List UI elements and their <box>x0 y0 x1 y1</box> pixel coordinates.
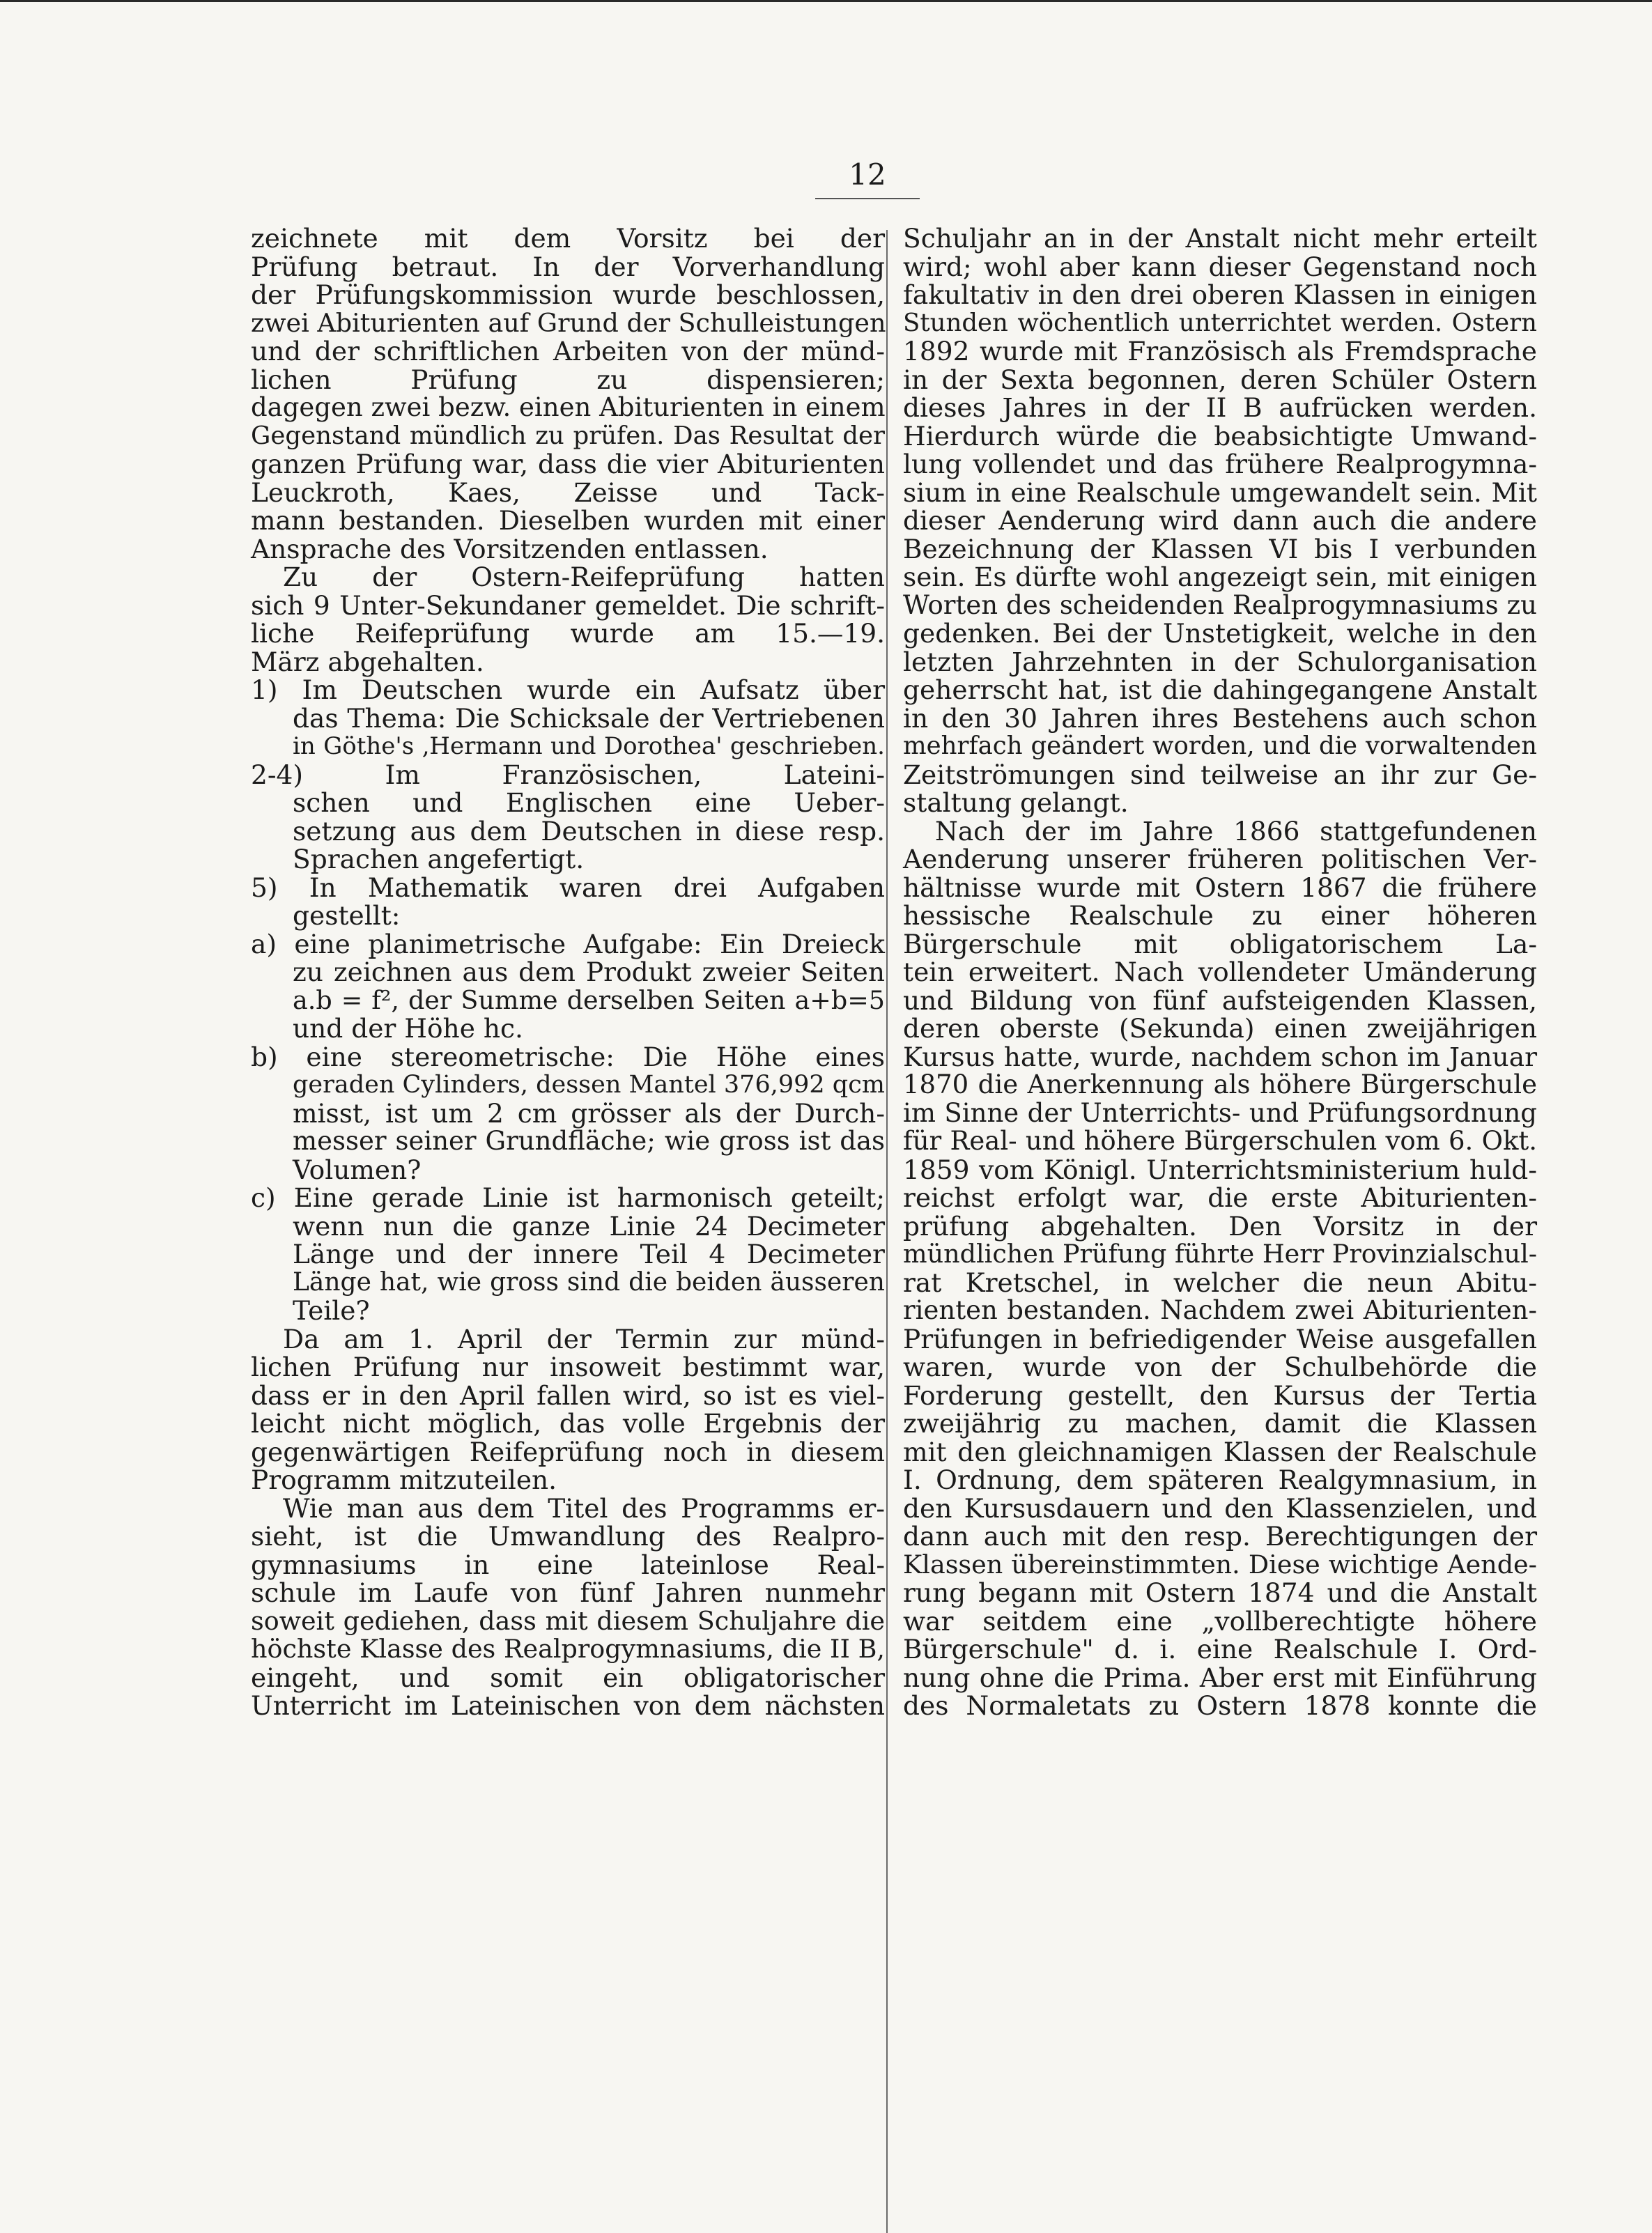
text-line: schen und Englischen eine Ueber- <box>293 787 885 818</box>
left-column <box>251 224 885 1720</box>
text-line: der Prüfungskommission wurde beschlossen, <box>251 279 885 310</box>
text-line: dieser Aenderung wird dann auch die andere <box>903 505 1537 536</box>
text-line: mann bestanden. Dieselben wurden mit einer <box>251 505 885 536</box>
text-line: lichen Prüfung nur insoweit bestimmt war, <box>251 1352 885 1382</box>
text-line: sich 9 Unter-Sekundaner gemeldet. Die schrift- <box>251 589 885 621</box>
text-line: soweit gediehen, dass mit diesem Schuljahre die <box>251 1605 885 1636</box>
text-line: gedenken. Bei der Unstetigkeit, welche in den <box>903 618 1537 649</box>
text-line: März abgehalten. <box>251 646 484 677</box>
page-number-rule <box>815 198 920 199</box>
text-line: zwei Abiturienten auf Grund der Schulleistungen <box>251 307 886 338</box>
text-line: nung ohne die Prima. Aber erst mit Einführung <box>903 1662 1537 1693</box>
text-line: lichen Prüfung zu dispensieren; <box>251 364 885 395</box>
text-line: mehrfach geändert worden, und die vorwaltenden <box>903 732 1537 760</box>
text-line: messer seiner Grundfläche; wie gross ist das <box>293 1126 885 1156</box>
text-line: Programm mitzuteilen. <box>251 1465 557 1495</box>
text-line: ganzen Prüfung war, dass die vier Abiturienten <box>251 449 885 479</box>
text-line: leicht nicht möglich, das volle Ergebnis der <box>251 1408 885 1439</box>
text-line: c) Eine gerade Linie ist harmonisch geteilt; <box>251 1182 885 1213</box>
text-line: setzung aus dem Deutschen in diese resp. <box>293 815 885 847</box>
text-line: Da am 1. April der Termin zur münd- <box>283 1323 885 1354</box>
text-line: Kursus hatte, wurde, nachdem schon im Januar <box>903 1041 1537 1072</box>
text-line: mündlichen Prüfung führte Herr Provinzialschul- <box>903 1239 1538 1269</box>
text-line: fakultativ in den drei oberen Klassen in einigen <box>903 279 1537 310</box>
text-line: war seitdem eine „vollberechtigte höhere <box>903 1605 1537 1637</box>
text-line: den Kursusdauern und den Klassenzielen, und <box>903 1492 1537 1524</box>
text-line: hältnisse wurde mit Ostern 1867 die frühere <box>903 872 1537 903</box>
text-line: rat Kretschel, in welcher die neun Abitu- <box>903 1267 1537 1298</box>
text-line: des Normaletats zu Ostern 1878 konnte die <box>903 1690 1537 1721</box>
text-line: a) eine planimetrische Aufgabe: Ein Dreieck <box>251 928 885 959</box>
text-line: geraden Cylinders, dessen Mantel 376,992 qcm <box>293 1071 885 1099</box>
text-line: lung vollendet und das frühere Realprogymna- <box>903 449 1537 479</box>
text-line: sein. Es dürfte wohl angezeigt sein, mit einigen <box>903 562 1537 592</box>
text-line: Hierdurch würde die beabsichtigte Umwand- <box>903 420 1537 451</box>
text-line: rienten bestanden. Nachdem zwei Abiturienten- <box>903 1295 1537 1325</box>
text-line: staltung gelangt. <box>903 787 1129 818</box>
text-line: Forderung gestellt, den Kursus der Tertia <box>903 1380 1537 1411</box>
text-line: Prüfung betraut. In der Vorverhandlung <box>251 251 885 282</box>
text-line: reichst erfolgt war, die erste Abiturienten- <box>903 1182 1537 1213</box>
text-line: sium in eine Realschule umgewandelt sein. Mit <box>903 477 1537 508</box>
right-column <box>903 224 1537 1720</box>
text-line: schule im Laufe von fünf Jahren nunmehr <box>251 1577 885 1608</box>
text-line: waren, wurde von der Schulbehörde die <box>903 1352 1537 1382</box>
text-line: 1) Im Deutschen wurde ein Aufsatz über <box>251 674 885 705</box>
text-line: gegenwärtigen Reifeprüfung noch in diesem <box>251 1436 885 1467</box>
text-line: Zu der Ostern-Reifeprüfung hatten <box>283 562 885 592</box>
text-line: dieses Jahres in der II B aufrücken werden. <box>903 392 1537 423</box>
text-line: rung begann mit Ostern 1874 und die Anstalt <box>903 1577 1537 1608</box>
text-line: gymnasiums in eine lateinlose Real- <box>251 1549 885 1580</box>
text-line: a.b = f², der Summe derselben Seiten a+b=5 <box>293 984 885 1015</box>
text-line: Klassen übereinstimmten. Diese wichtige Aende- <box>903 1549 1537 1579</box>
text-line: 1892 wurde mit Französisch als Fremdsprache <box>903 336 1537 366</box>
text-line: das Thema: Die Schicksale der Vertriebenen <box>293 702 885 734</box>
text-line: Teile? <box>293 1295 370 1326</box>
text-line: höchste Klasse des Realprogymnasiums, die II B, <box>251 1634 885 1664</box>
text-line: Worten des scheidenden Realprogymnasiums zu <box>903 589 1537 620</box>
text-line: deren oberste (Sekunda) einen zweijährigen <box>903 1013 1537 1044</box>
text-line: letzten Jahrzehnten in der Schulorganisation <box>903 646 1537 677</box>
text-line: geherrscht hat, ist die dahingegangene Anstalt <box>903 674 1537 705</box>
text-line: Prüfungen in befriedigender Weise ausgefallen <box>903 1323 1537 1354</box>
text-line: zweijährig zu machen, damit die Klassen <box>903 1408 1537 1439</box>
scan-edge <box>0 0 1652 2</box>
text-line: Länge und der innere Teil 4 Decimeter <box>293 1239 885 1269</box>
text-line: und der schriftlichen Arbeiten von der münd- <box>251 336 885 366</box>
text-line: Sprachen angefertigt. <box>293 844 585 874</box>
text-line: zu zeichnen aus dem Produkt zweier Seiten <box>293 957 885 987</box>
text-line: Länge hat, wie gross sind die beiden äusseren <box>293 1267 885 1297</box>
text-line: Zeitströmungen sind teilweise an ihr zur Ge- <box>903 759 1537 790</box>
text-line: dann auch mit den resp. Berechtigungen der <box>903 1521 1537 1552</box>
text-line: tein erweitert. Nach vollendeter Umänderung <box>903 957 1537 987</box>
text-line: b) eine stereometrische: Die Höhe eines <box>251 1041 885 1072</box>
text-line: für Real- und höhere Bürgerschulen vom 6. Okt. <box>903 1126 1537 1156</box>
text-line: mit den gleichnamigen Klassen der Realschule <box>903 1436 1537 1467</box>
text-line: Schuljahr an in der Anstalt nicht mehr erteilt <box>903 223 1537 254</box>
text-line: 1870 die Anerkennung als höhere Bürgerschule <box>903 1069 1537 1099</box>
text-line: wenn nun die ganze Linie 24 Decimeter <box>293 1210 885 1242</box>
text-line: prüfung abgehalten. Den Vorsitz in der <box>903 1210 1537 1242</box>
page-number: 12 <box>849 157 886 192</box>
text-line: 1859 vom Königl. Unterrichtsministerium huld- <box>903 1154 1537 1185</box>
text-line: im Sinne der Unterrichts- und Prüfungsordnung <box>903 1097 1537 1128</box>
text-line: in den 30 Jahren ihres Bestehens auch schon <box>903 702 1537 734</box>
text-line: Bezeichnung der Klassen VI bis I verbunden <box>903 533 1537 564</box>
text-line: Unterricht im Lateinischen von dem nächsten <box>251 1690 885 1721</box>
text-line: eingeht, und somit ein obligatorischer <box>251 1662 885 1693</box>
column-divider <box>886 230 888 2233</box>
text-line: Nach der im Jahre 1866 stattgefundenen <box>935 815 1537 847</box>
text-line: zeichnete mit dem Vorsitz bei der <box>251 223 885 254</box>
text-line: wird; wohl aber kann dieser Gegenstand noch <box>903 251 1537 282</box>
text-line: Stunden wöchentlich unterrichtet werden. Ostern <box>903 308 1537 337</box>
text-line: dass er in den April fallen wird, so ist es viel- <box>251 1380 885 1411</box>
text-line: und der Höhe hc. <box>293 1013 523 1044</box>
text-line: Volumen? <box>293 1154 422 1185</box>
text-line: Bürgerschule mit obligatorischem La- <box>903 928 1537 959</box>
text-line: in der Sexta begonnen, deren Schüler Ostern <box>903 364 1537 395</box>
text-line: I. Ordnung, dem späteren Realgymnasium, in <box>903 1465 1537 1495</box>
text-line: Ansprache des Vorsitzenden entlassen. <box>251 533 769 564</box>
text-line: Wie man aus dem Titel des Programms er- <box>283 1492 885 1524</box>
text-line: Gegenstand mündlich zu prüfen. Das Resultat der <box>251 421 885 450</box>
text-line: gestellt: <box>293 900 401 931</box>
text-line: in Göthe's ‚Hermann und Dorothea' geschrieben. <box>293 732 885 760</box>
text-line: Aenderung unserer früheren politischen Ver- <box>903 844 1537 874</box>
text-line: 2-4) Im Französischen, Lateini- <box>251 759 885 790</box>
text-line: dagegen zwei bezw. einen Abiturienten in einem <box>251 392 886 422</box>
text-line: hessische Realschule zu einer höheren <box>903 900 1537 931</box>
text-line: misst, ist um 2 cm grösser als der Durch- <box>293 1097 885 1129</box>
text-line: Leuckroth, Kaes, Zeisse und Tack- <box>251 477 885 508</box>
text-line: liche Reifeprüfung wurde am 15.—19. <box>251 618 885 649</box>
text-line: 5) In Mathematik waren drei Aufgaben <box>251 872 885 903</box>
text-line: sieht, ist die Umwandlung des Realpro- <box>251 1521 885 1552</box>
text-line: und Bildung von fünf aufsteigenden Klassen, <box>903 984 1537 1016</box>
text-line: Bürgerschule" d. i. eine Realschule I. Ord- <box>903 1634 1537 1664</box>
